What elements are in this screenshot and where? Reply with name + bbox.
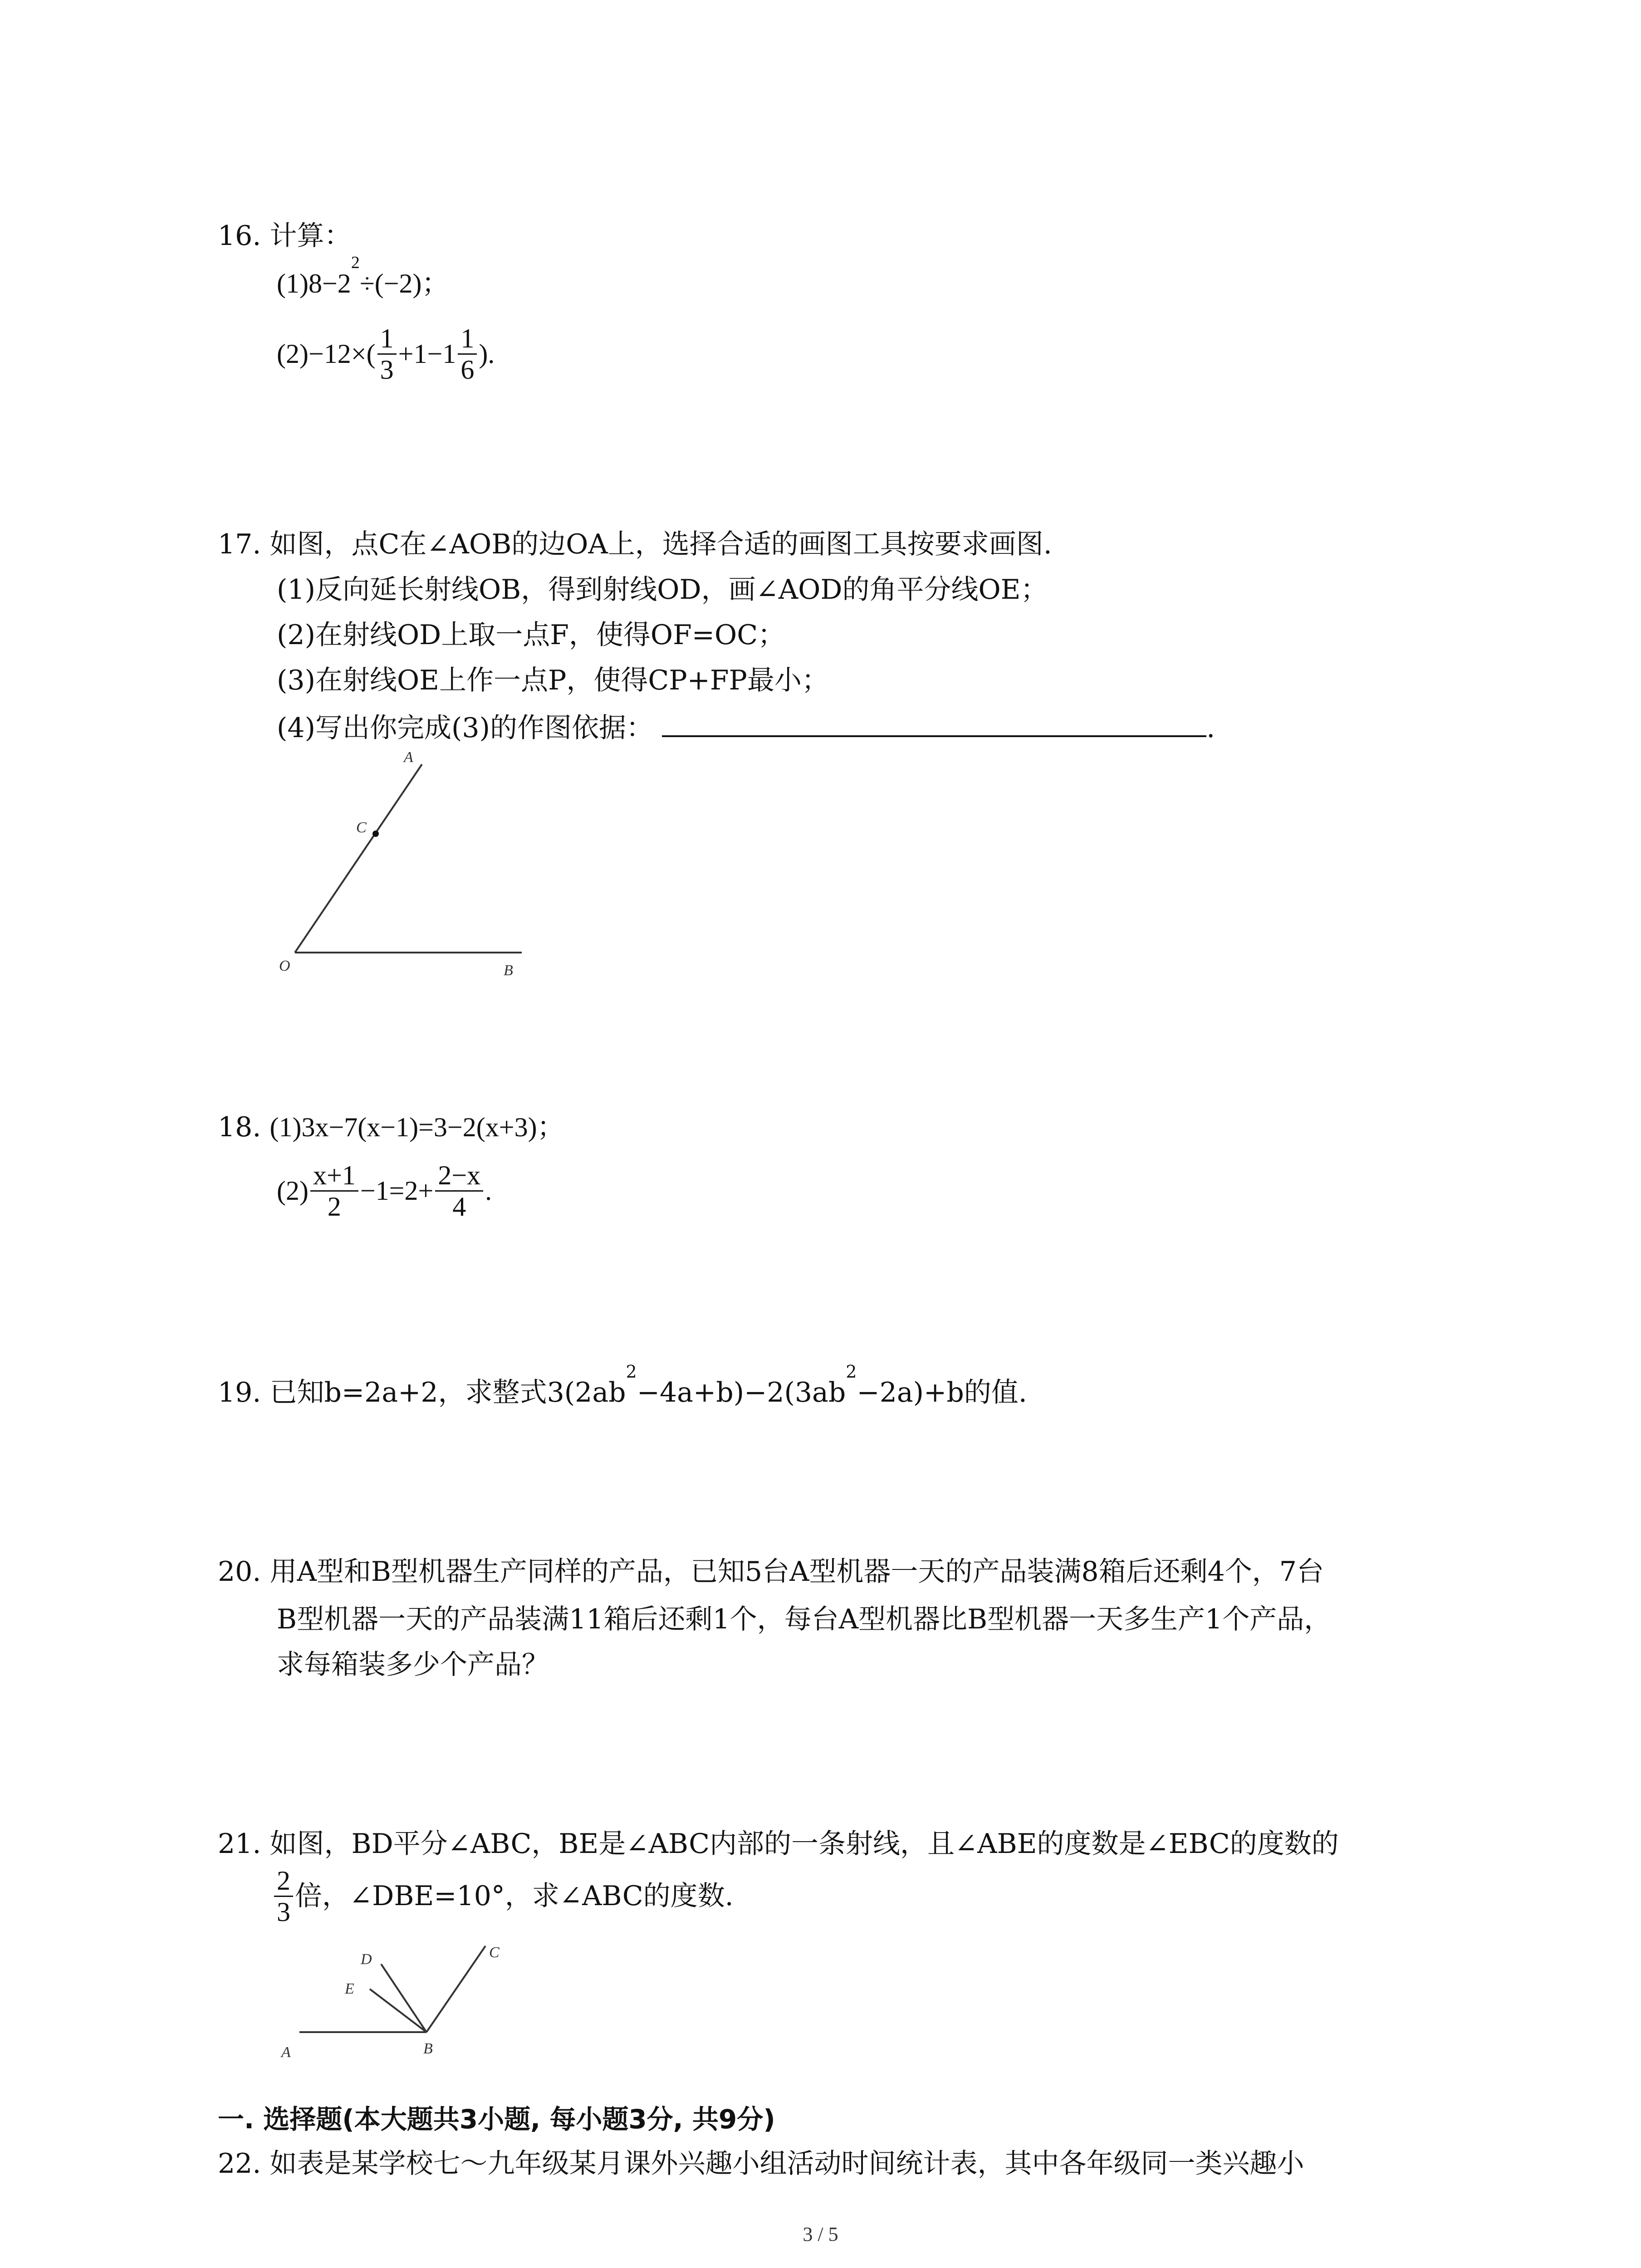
question-number: 19. — [218, 1377, 261, 1408]
question-19: 19. 已知b=2a+2，求整式$3(2ab^2-4a+b)-2(3ab^2-2a)+b$的值. — [218, 1362, 1027, 1408]
question-20-line-2: B型机器一天的产品装满11箱后还剩1个，每台A型机器比B型机器一天多生产1个产品， — [277, 1603, 1332, 1635]
angle-abc-figure — [272, 1937, 526, 2082]
question-intro: 计算： — [269, 220, 352, 252]
question-20-line-3: 求每箱装多少个产品？ — [277, 1649, 549, 1681]
label-o: O — [279, 958, 290, 974]
question-18-part-1: (1)3x−7(x−1)=3−2(x+3)； — [269, 1112, 564, 1142]
label-c: C — [489, 1944, 500, 1961]
question-17-part-3: (3)在射线OE上作一点P，使得CP+FP最小； — [277, 665, 829, 696]
question-17-part-4: (4)写出你完成(3)的作图依据： . — [277, 712, 1215, 744]
question-number: 17. — [218, 528, 261, 560]
fraction: $\frac{2}{3}$ — [274, 1866, 293, 1927]
question-18-part-2: (2) $\frac{x+1}{2}$ −1=2+ $\frac{2-x}{4}$ . — [277, 1160, 492, 1222]
ray-be — [370, 1989, 426, 2032]
fraction: $\frac{1}{6}$ — [458, 323, 477, 385]
question-16-part-2: (2)−12×( $\frac{1}{3}$ +1−1 $\frac{1}{6}$ ). — [277, 323, 495, 385]
answer-blank[interactable] — [662, 713, 1206, 737]
question-17-part-1: (1)反向延长射线OB，得到射线OD，画∠AOD的角平分线OE； — [277, 574, 1048, 606]
question-21: 21. 如图，BD平分∠ABC，BE是∠ABC内部的一条射线，且∠ABE的度数是∠EBC的度数的 — [218, 1828, 1339, 1860]
question-22: 22. 如表是某学校七～九年级某月课外兴趣小组活动时间统计表，其中各年级同一类兴趣小 — [218, 2148, 1304, 2180]
ray-bc — [426, 1946, 485, 2032]
label-e: E — [345, 1980, 354, 1997]
fraction: $\frac{1}{3}$ — [377, 323, 397, 385]
label-b: B — [423, 2040, 433, 2057]
angle-aob-figure — [254, 744, 544, 989]
ray-bd — [381, 1964, 426, 2032]
question-number: 16. — [218, 220, 261, 252]
fraction: $\frac{2-x}{4}$ — [435, 1160, 483, 1222]
label-a: A — [404, 749, 413, 766]
question-16-part-1: $(1)8-2^2\div(-2)$； — [277, 253, 449, 298]
question-17 — [218, 526, 1052, 562]
question-17-part-2: (2)在射线OD上取一点F，使得OF=OC； — [277, 619, 785, 651]
question-16 — [218, 218, 352, 254]
label-b: B — [504, 962, 513, 979]
ray-oa — [295, 764, 422, 953]
question-18 — [218, 1109, 564, 1145]
label-c: C — [356, 819, 367, 836]
question-number: 21. — [218, 1828, 261, 1860]
label-d: D — [361, 1951, 372, 1968]
label-a: A — [281, 2044, 291, 2061]
point-c — [372, 831, 379, 837]
question-number: 18. — [218, 1111, 261, 1143]
question-number: 22. — [218, 2148, 261, 2180]
question-intro: 如图，点C在∠AOB的边OA上，选择合适的画图工具按要求画图. — [269, 528, 1052, 560]
question-20: 20. 用A型和B型机器生产同样的产品，已知5台A型机器一天的产品装满8箱后还剩4个，7台 — [218, 1556, 1324, 1588]
section-heading: 一. 选择题(本大题共3小题, 每小题3分, 共9分) — [218, 2104, 775, 2135]
fraction: $\frac{x+1}{2}$ — [310, 1160, 358, 1222]
question-21-line-2: $\frac{2}{3}$ 倍，∠DBE=10°，求∠ABC的度数. — [272, 1862, 734, 1930]
question-number: 20. — [218, 1556, 261, 1588]
page-number: 3 / 5 — [803, 2223, 838, 2245]
